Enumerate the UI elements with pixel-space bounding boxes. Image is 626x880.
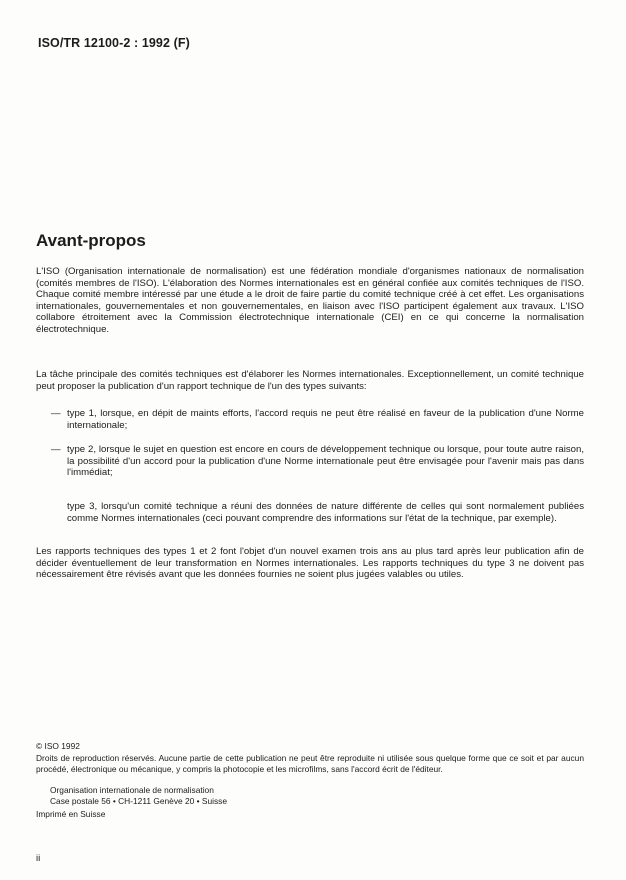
paragraph-review: Les rapports techniques des types 1 et 2 font l'objet d'un nouvel examen trois ans au plus tard après leur publication afin de décider éventuellement de leur transformation en Normes internationales. Les rapports techniques du type 3 ne doivent pas nécessairement être révisés avant que les données fournies ne soient plus jugées valables ou utiles.	[36, 546, 584, 581]
list-dash-2: —	[51, 444, 61, 455]
rights-notice: Droits de reproduction réservés. Aucune partie de cette publication ne peut être reproduite ni utilisée sous quelque forme que ce soit et par aucun procédé, électronique ou mécanique, y compris la photocopie et les microfilms, sans l'accord écrit de l'éditeur.	[36, 753, 584, 774]
list-item-type-2: type 2, lorsque le sujet en question est encore en cours de développement technique ou lorsque, pour toute autre raison, la possibilité d'un accord pour la publication d'une Norme internationale peut être envisagée pour l'avenir mais pas dans l'immédiat;	[67, 444, 584, 479]
page-number: ii	[36, 853, 41, 864]
section-title: Avant-propos	[36, 231, 146, 250]
document-id-header: ISO/TR 12100-2 : 1992 (F)	[38, 36, 190, 50]
printed-in: Imprimé en Suisse	[36, 809, 106, 819]
paragraph-main-task: La tâche principale des comités techniques est d'élaborer les Normes internationales. Exceptionnellement, un comité technique peut proposer la publication d'un rapport technique de l'un des types suivants:	[36, 369, 584, 392]
list-item-type-1: type 1, lorsque, en dépit de maints efforts, l'accord requis ne peut être réalisé en faveur de la publication d'une Norme internationale;	[67, 408, 584, 431]
organisation-name: Organisation internationale de normalisation	[50, 785, 214, 795]
list-dash-1: —	[51, 408, 61, 419]
paragraph-iso-intro: L'ISO (Organisation internationale de normalisation) est une fédération mondiale d'organismes nationaux de normalisation (comités membres de l'ISO). L'élaboration des Normes internationales est en général confiée aux comités techniques de l'ISO. Chaque comité membre intéressé par une étude a le droit de faire partie du comité technique créé à cet effet. Les organisations internationales, gouvernementales et non gouvernementales, en liaison avec l'ISO participent également aux travaux. L'ISO collabore étroitement avec la Commission électrotechnique internationale (CEI) en ce qui concerne la normalisation électrotechnique.	[36, 266, 584, 335]
copyright-line: © ISO 1992	[36, 741, 80, 751]
list-item-type-3: type 3, lorsqu'un comité technique a réuni des données de nature différente de celles qui sont normalement publiées comme Normes internationales (ceci pouvant comprendre des informations sur l'état de la technique, par exemple).	[67, 501, 584, 524]
postal-address: Case postale 56 • CH-1211 Genève 20 • Suisse	[50, 796, 228, 806]
